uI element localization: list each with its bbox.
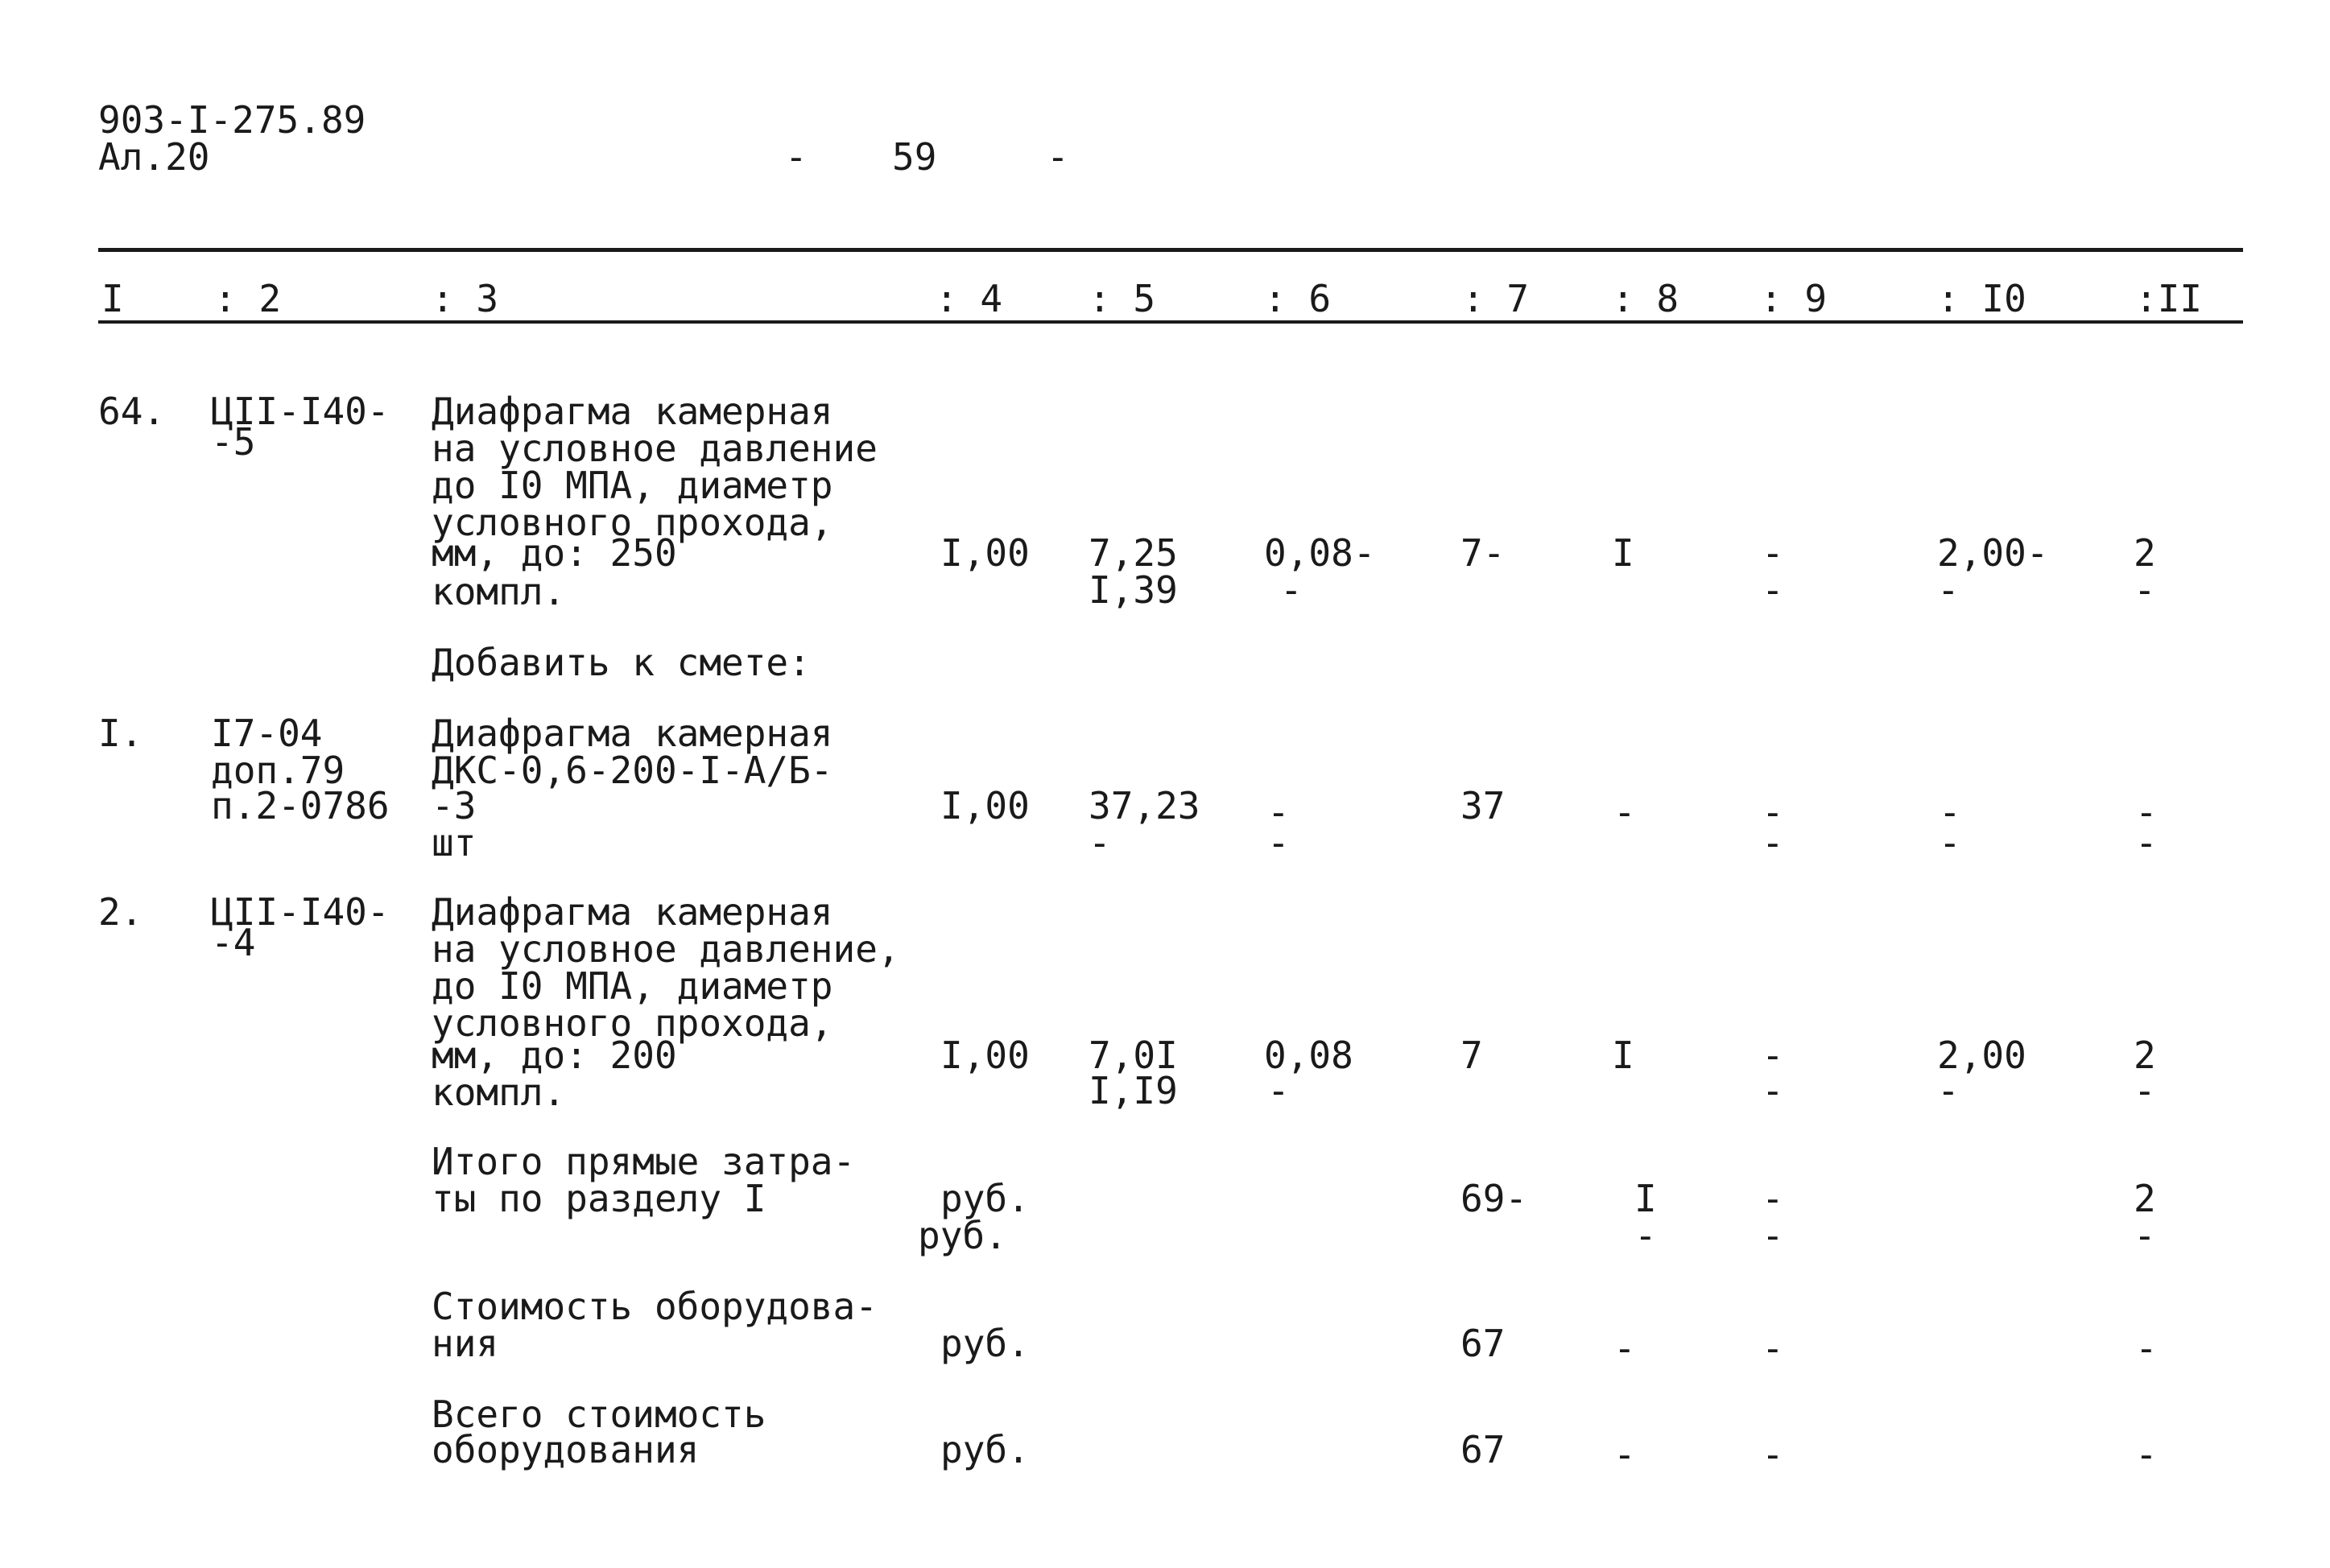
cell-col9: - [1762, 1327, 1784, 1370]
row-number: I. [98, 712, 143, 755]
row-code-line: доп.79 [211, 749, 345, 792]
cell-col9: - [1762, 821, 1784, 864]
col-header-8: : 8 [1612, 277, 1679, 320]
row-desc-line: шт [432, 821, 477, 864]
col-header-7: : 7 [1462, 277, 1530, 320]
document-code: 903-I-275.89 [98, 98, 366, 142]
cell-col9: - [1762, 1433, 1784, 1476]
cell-col7: 7- [1460, 531, 1506, 575]
row-desc-line: ния [432, 1322, 499, 1365]
cell-col11: 2 [2134, 1034, 2156, 1077]
cell-col9: - [1762, 531, 1784, 575]
col-header-11: :II [2135, 277, 2203, 320]
row-desc-line: на условное давление, [432, 927, 900, 971]
col-header-4: : 4 [936, 277, 1003, 320]
row-desc-line: Стоимость оборудова- [432, 1285, 878, 1328]
cell-col4: руб. [940, 1322, 1030, 1365]
cell-col11: - [2134, 568, 2156, 612]
cell-col11: - [2135, 1327, 2158, 1370]
cell-col10: - [1937, 1069, 1960, 1112]
cell-col4: I,00 [940, 1034, 1030, 1077]
cell-col6: 0,08 [1264, 1034, 1353, 1077]
row-code-line: -4 [211, 921, 256, 964]
col-header-2: : 2 [214, 277, 282, 320]
cell-col6: - [1267, 790, 1290, 834]
cell-col4: руб. [940, 1177, 1030, 1220]
cell-col7: 69- [1460, 1177, 1528, 1220]
cell-col6: - [1280, 568, 1303, 612]
cell-col11: - [2134, 1069, 2156, 1112]
col-header-9: : 9 [1760, 277, 1828, 320]
cell-col10: - [1939, 821, 1961, 864]
row-number: 2. [98, 890, 143, 934]
cell-col4: руб. [918, 1214, 1007, 1257]
row-desc-line: ты по разделу I [432, 1177, 766, 1220]
row-desc-line: условного прохода, [432, 1001, 833, 1045]
col-header-3: : 3 [432, 277, 499, 320]
row-desc-line: -3 [432, 784, 477, 827]
cell-col7: 67 [1460, 1322, 1506, 1365]
row-code-line: -5 [211, 420, 256, 464]
row-desc-line: мм, до: 200 [432, 1034, 677, 1077]
cell-col6: 0,08- [1264, 531, 1376, 575]
row-desc-line: Диафрагма камерная [432, 890, 833, 934]
sheet-label: Ал.20 [98, 135, 210, 179]
cell-col4: I,00 [940, 531, 1030, 575]
cell-col8: - [1613, 1433, 1636, 1476]
cell-col10: 2,00- [1937, 531, 2049, 575]
col-header-1: I [101, 277, 124, 320]
row-code-line: п.2-0786 [211, 784, 390, 827]
row-code-line: I7-04 [211, 712, 323, 755]
page-dash-left: - [785, 135, 808, 179]
cell-col9: - [1762, 1069, 1784, 1112]
row-code-line: ЦII-I40- [211, 890, 390, 934]
cell-col5: 37,23 [1089, 784, 1200, 827]
cell-col11: 2 [2134, 1177, 2156, 1220]
cell-col7: 7 [1460, 1034, 1483, 1077]
row-number: 64. [98, 390, 166, 433]
row-desc-line: ДКС-0,6-200-I-А/Б- [432, 749, 833, 792]
row-desc-line: Диафрагма камерная [432, 390, 833, 433]
cell-col9: - [1762, 1177, 1784, 1220]
cell-col9: - [1762, 1214, 1784, 1257]
cell-col10: - [1939, 790, 1961, 834]
cell-col5: 7,0I [1089, 1034, 1178, 1077]
row-desc-line: Диафрагма камерная [432, 712, 833, 755]
cell-col6: - [1267, 821, 1290, 864]
cell-col8: I [1612, 531, 1634, 575]
cell-col5: I,I9 [1089, 1069, 1178, 1112]
cell-col11: - [2135, 821, 2158, 864]
cell-col5: 7,25 [1089, 531, 1178, 575]
col-header-5: : 5 [1089, 277, 1156, 320]
row-desc-line: до I0 МПА, диаметр [432, 464, 833, 507]
cell-col11: 2 [2134, 531, 2156, 575]
row-desc-line: мм, до: 250 [432, 531, 677, 575]
row-desc-line: на условное давление [432, 427, 878, 470]
cell-col8: - [1613, 1327, 1636, 1370]
row-desc-line: компл. [432, 570, 566, 613]
cell-col4: руб. [940, 1428, 1030, 1471]
col-header-10: : I0 [1937, 277, 2026, 320]
row-desc-line: Всего стоимость [432, 1393, 766, 1436]
page-number: 59 [892, 135, 937, 179]
header-bottom-rule [98, 320, 2243, 324]
cell-col4: I,00 [940, 784, 1030, 827]
top-rule [98, 248, 2243, 252]
cell-col5: I,39 [1089, 568, 1178, 612]
col-header-6: : 6 [1264, 277, 1332, 320]
row-desc-line: оборудования [432, 1428, 700, 1471]
cell-col9: - [1762, 568, 1784, 612]
cell-col8: I [1612, 1034, 1634, 1077]
row-desc-line: до I0 МПА, диаметр [432, 964, 833, 1008]
cell-col11: - [2135, 1433, 2158, 1476]
cell-col9: - [1762, 790, 1784, 834]
cell-col8: - [1613, 790, 1636, 834]
row-desc-line: условного прохода, [432, 501, 833, 544]
row-desc-line: компл. [432, 1071, 566, 1114]
add-to-estimate-label: Добавить к смете: [432, 641, 811, 684]
cell-col8: - [1634, 1214, 1657, 1257]
cell-col11: - [2135, 790, 2158, 834]
cell-col11: - [2134, 1214, 2156, 1257]
page-dash-right: - [1047, 135, 1069, 179]
row-desc-line: Итого прямые затра- [432, 1140, 856, 1183]
cell-col6: - [1267, 1069, 1290, 1112]
cell-col7: 37 [1460, 784, 1506, 827]
cell-col7: 67 [1460, 1428, 1506, 1471]
cell-col10: - [1937, 568, 1960, 612]
cell-col8: I [1634, 1177, 1657, 1220]
cell-col5: - [1089, 821, 1111, 864]
row-code-line: ЦII-I40- [211, 390, 390, 433]
cell-col9: - [1762, 1034, 1784, 1077]
cell-col10: 2,00 [1937, 1034, 2026, 1077]
